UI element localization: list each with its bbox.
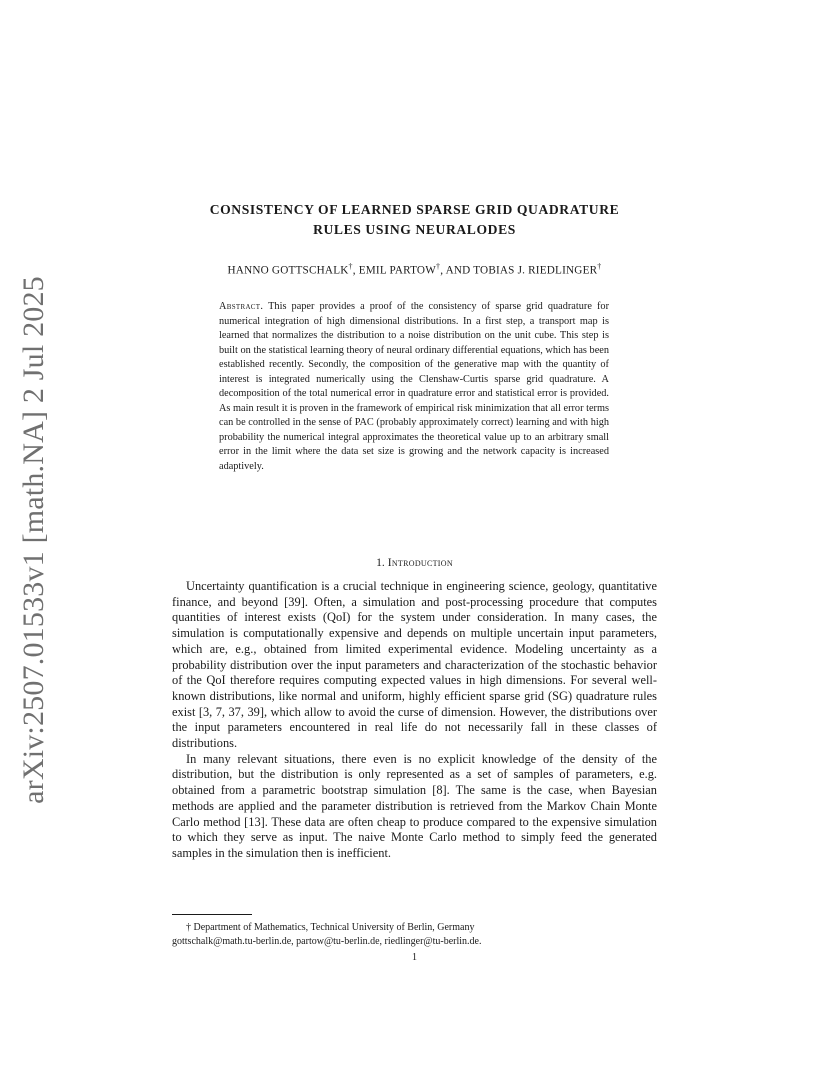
abstract-label: Abstract. — [219, 301, 264, 312]
footnote-emails: gottschalk@math.tu-berlin.de, partow@tu-berlin.de, riedlinger@tu-berlin.de. — [172, 936, 482, 947]
section-title: Introduction — [387, 556, 453, 569]
affiliation-mark: † — [435, 262, 441, 271]
page-number: 1 — [412, 952, 417, 963]
footnote — [172, 921, 657, 949]
section-heading — [172, 556, 657, 569]
footnote-affiliation: † Department of Mathematics, Technical University of Berlin, Germany — [186, 922, 475, 933]
abstract-text: This paper provides a proof of the consistency of sparse grid quadrature for numerical integration of high dimensional distributions. In a first step, a transport map is learned that normalizes the distribution to a noise distribution on the unit cube. This step is built on the statistical learning theory of neural ordinary differential equations, which has been established recently. Secondly, the composition of the generative map with the quantity of interest is integrated numerically using the Clenshaw-Curtis sparse grid quadrature. A decomposition of the total numerical error in quadrature error and statistical error is provided. As main result it is proven in the framework of empirical risk minimization that all error terms can be controlled in the sense of PAC (probably approximately correct) learning and with high probability the numerical integral approximates the theoretical value up to an arbitrary small error in the limit where the data set size is growing and the network capacity is increased adaptively. — [219, 301, 609, 472]
author-separator: , — [352, 264, 359, 277]
paragraph: In many relevant situations, there even is no explicit knowledge of the density of the distribution, but the distribution is only represented as a set of samples of parameters, e.g. obtained from a parametric bootstrap simulation [8]. The same is the case, when Bayesian methods are applied and the parameter distribution is retrieved from the Markov Chain Monte Carlo method [13]. These data are often cheap to produce compared to the expensive simulation to which they serve as input. The naive Monte Carlo method to simply feed the generated samples in the simulation then is inefficient. — [172, 751, 657, 860]
author-gottschalk: HANNO GOTTSCHALK — [227, 264, 349, 277]
paragraph: Uncertainty quantification is a crucial technique in engineering science, geology, quantitative finance, and beyond [39]. Often, a simulation and post-processing procedure that computes quantities of interest exists (QoI) for the system under consideration. In many cases, the simulation is computationally expensive and depends on multiple uncertain input parameters, which are, e.g., obtained from limited experimental evidence. Modeling uncertainty as a probability distribution over the input parameters and characterization of the stochastic behavior of the QoI therefore requires computing expected values in high dimensions. For several well-known distributions, like normal and uniform, highly efficient sparse grid (SG) quadrature rules exist [3, 7, 37, 39], which allow to avoid the curse of dimension. However, the distributions over the input parameters encountered in real life do not necessarily fall in these classes of distributions. — [172, 579, 657, 751]
title-line-1: CONSISTENCY OF LEARNED SPARSE GRID QUADRATURE — [209, 202, 620, 217]
footnote-rule — [172, 914, 252, 915]
affiliation-mark: † — [597, 262, 602, 271]
affiliation-mark: † — [348, 262, 353, 271]
author-list — [172, 262, 657, 277]
author-separator: , AND — [440, 264, 474, 277]
abstract — [219, 300, 609, 474]
author-riedlinger: TOBIAS J. RIEDLINGER — [473, 264, 598, 277]
arxiv-identifier: arXiv:2507.01533v1 [math.NA] 2 Jul 2025 — [17, 276, 50, 804]
section-number: 1. — [376, 556, 385, 569]
paper-title — [172, 200, 657, 240]
title-line-2: RULES USING NEURALODES — [313, 222, 516, 237]
body-text — [172, 579, 657, 862]
arxiv-sidebar — [14, 276, 54, 804]
author-partow: EMIL PARTOW — [358, 264, 436, 277]
